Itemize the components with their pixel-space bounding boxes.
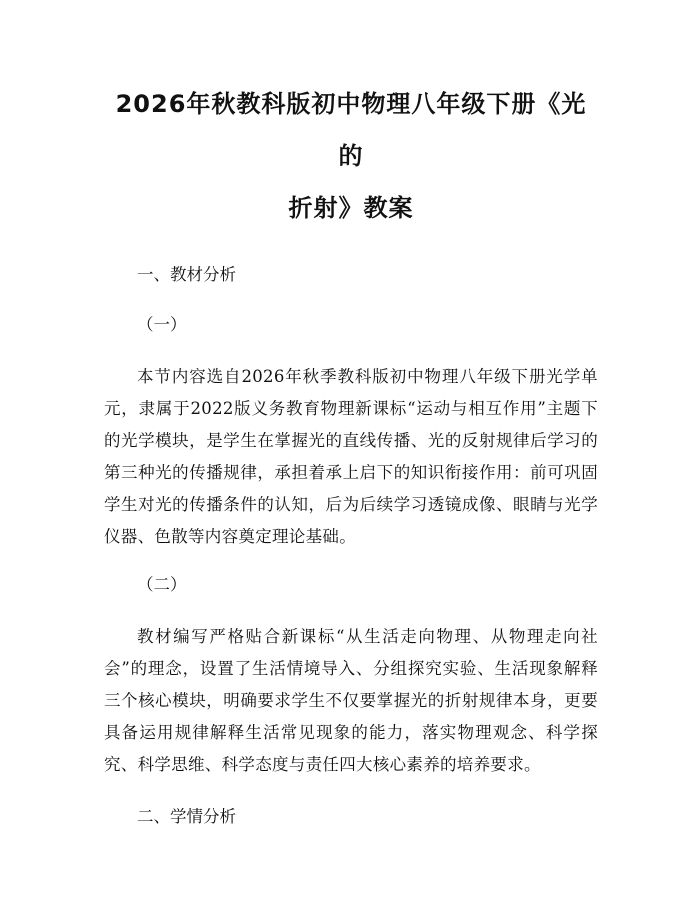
title-line-1: 2026年秋教科版初中物理八年级下册《光的 bbox=[115, 90, 587, 170]
document-title bbox=[104, 0, 598, 234]
section-heading-student-analysis: 二、学情分析 bbox=[137, 807, 236, 826]
title-line-2: 折射》教案 bbox=[288, 194, 414, 222]
subsection-label-2: （二） bbox=[137, 575, 187, 594]
subsection-label-1: （一） bbox=[137, 315, 187, 334]
section-heading-textbook-analysis: 一、教材分析 bbox=[137, 265, 236, 284]
paragraph-1: 本节内容选自2026年秋季教科版初中物理八年级下册光学单元，隶属于2022版义务教育物理新课标“运动与相互作用”主题下的光学模块，是学生在掌握光的直线传播、光的反射规律后学习的第三种光的传播规律，承担着承上启下的知识衔接作用：前可巩固学生对光的传播条件的认知，后为后续学习透镜成像、眼睛与光学仪器、色散等内容奠定理论基础。 bbox=[104, 367, 598, 546]
paragraph-2: 教材编写严格贴合新课标“从生活走向物理、从物理走向社会”的理念，设置了生活情境导入、分组探究实验、生活现象解释三个核心模块，明确要求学生不仅要掌握光的折射规律本身，更要具备运用规律解释生活常见现象的能力，落实物理观念、科学探究、科学思维、科学态度与责任四大核心素养的培养要求。 bbox=[104, 627, 598, 774]
